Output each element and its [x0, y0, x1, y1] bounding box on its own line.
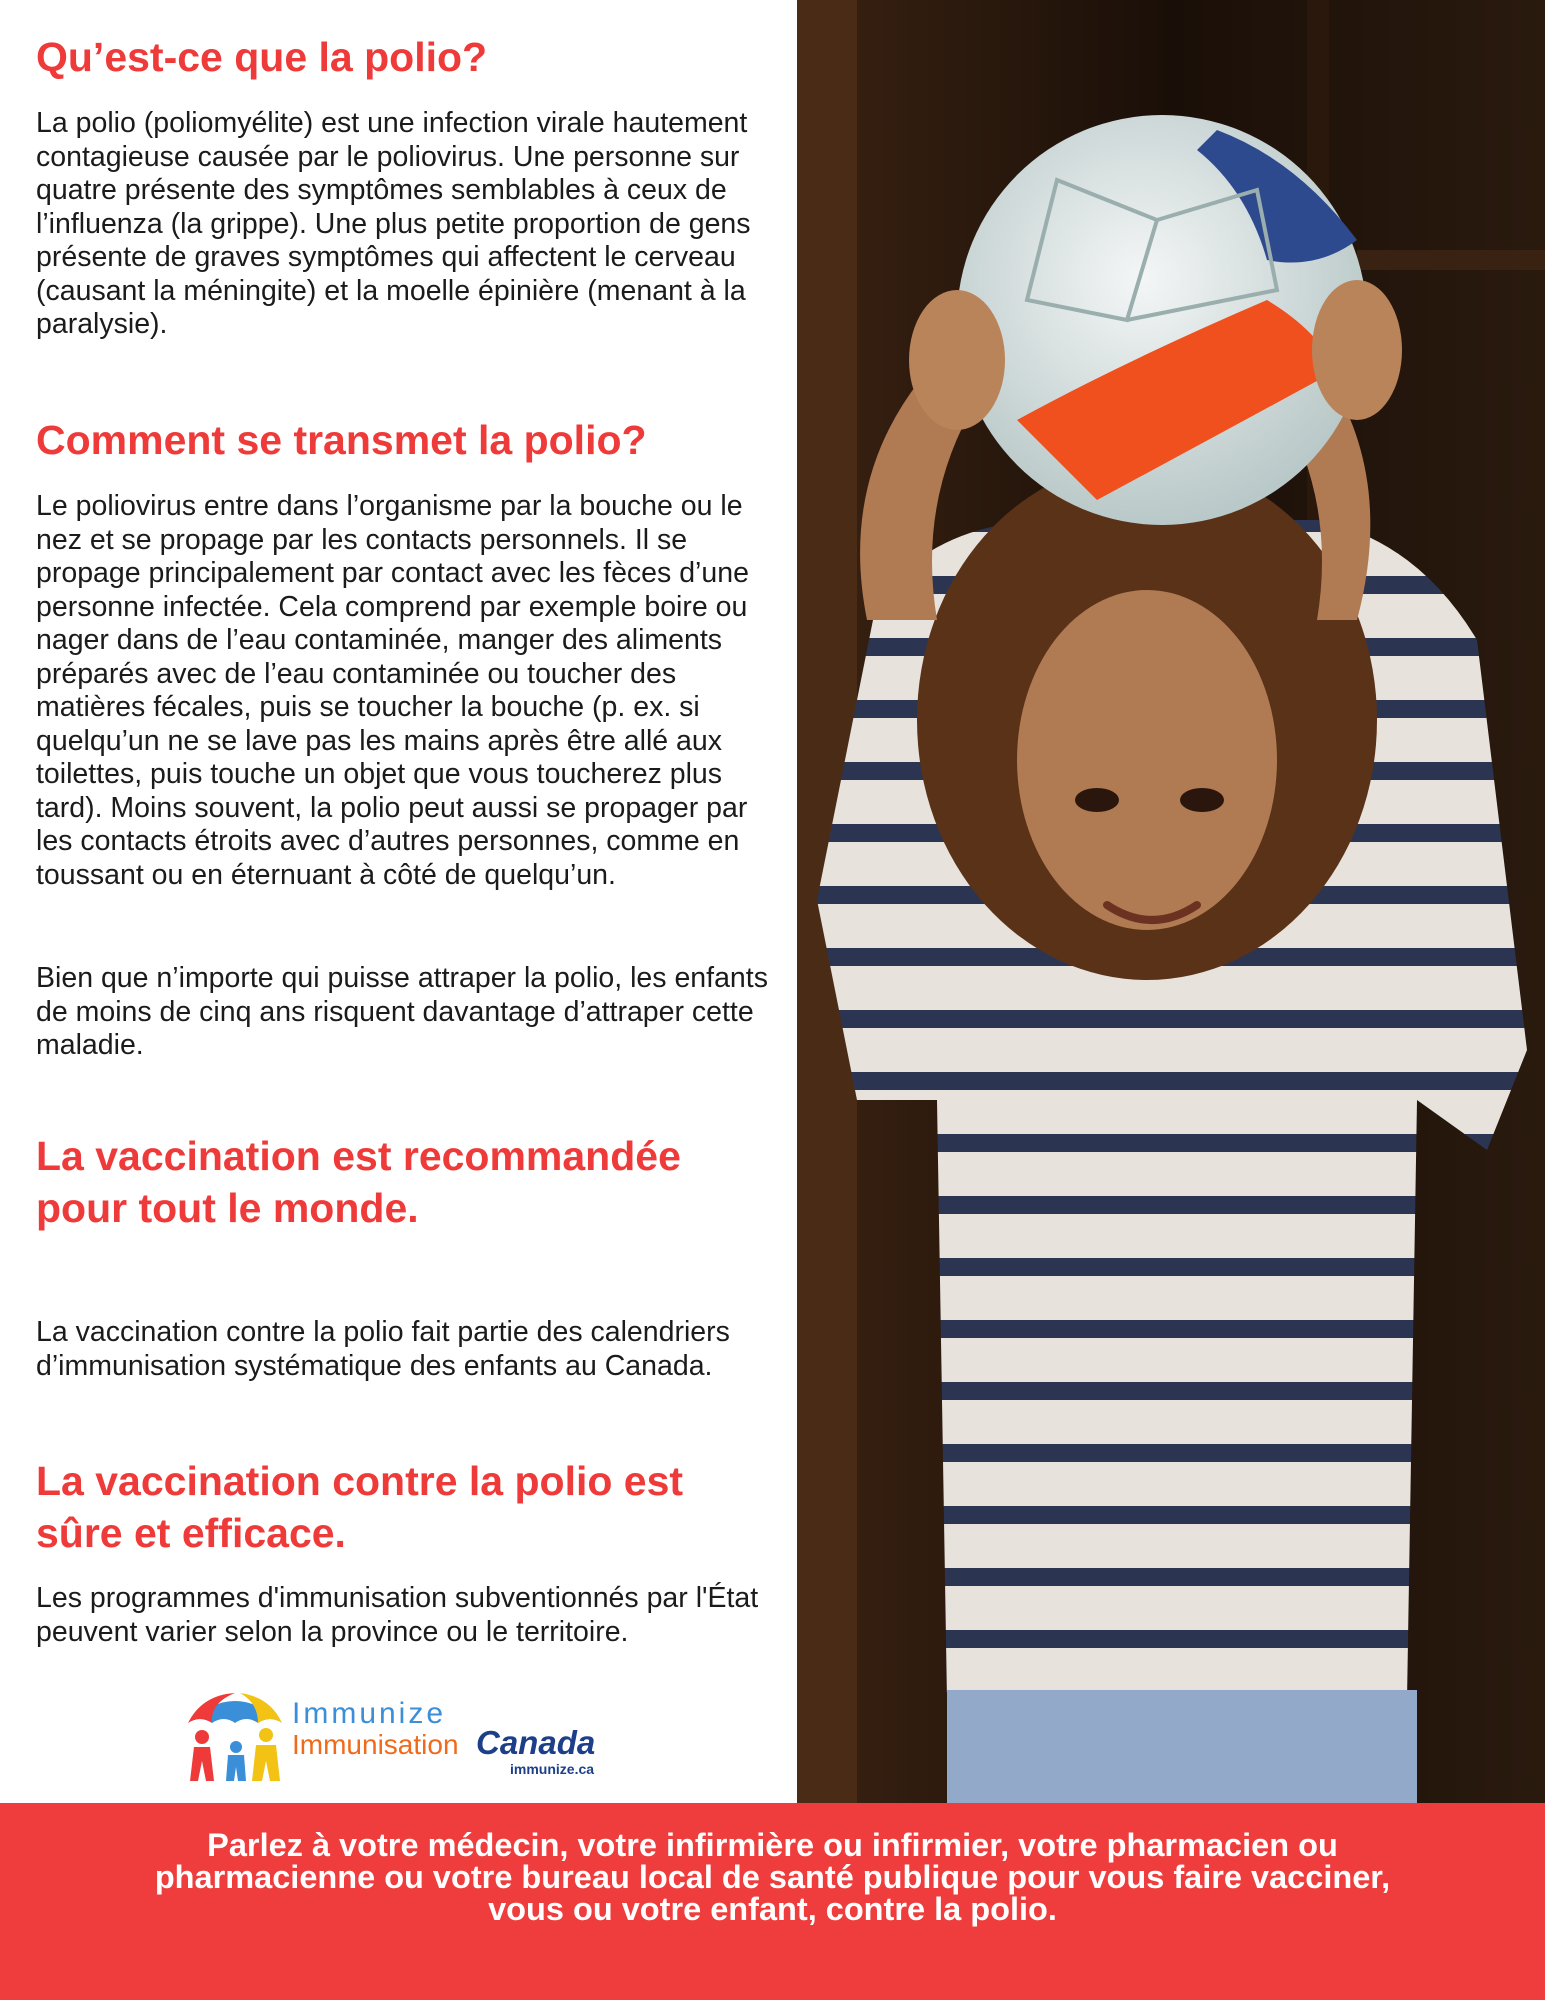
footer-call-to-action — [0, 1803, 1545, 2000]
section-paragraph-funding: Les programmes d'immunisation subventionnés par l'État peuvent varier selon la province ou le territoire. — [36, 1582, 759, 1648]
section-paragraph-vaccination-recommended: La vaccination contre la polio fait partie des calendriers d’immunisation systématique des enfants au Canada. — [36, 1316, 730, 1382]
text-column — [0, 0, 797, 1803]
section-heading-transmission: Comment se transmet la polio? — [36, 417, 647, 463]
logo-word-immunisation: Immunisation — [292, 1729, 459, 1760]
section-heading-vaccination-safe: La vaccination contre la polio est sûre et efficace. — [36, 1458, 684, 1556]
footer-text: Parlez à votre médecin, votre infirmière ou infirmier, votre pharmacien ou pharmacienne ou votre bureau local de santé publique pour vous faire vacciner, vous ou votre enfant, contre la polio. — [154, 1827, 1391, 1927]
section-heading-what-is-polio: Qu’est-ce que la polio? — [36, 34, 488, 80]
logo-word-canada: Canada — [476, 1724, 596, 1761]
logo-url: immunize.ca — [510, 1761, 595, 1777]
umbrella-family-icon — [180, 1685, 290, 1785]
logo-word-immunize: Immunize — [292, 1697, 447, 1730]
immunize-canada-logo — [180, 1685, 610, 1785]
child-with-ball-photo — [797, 0, 1545, 1803]
section-paragraph-transmission: Le poliovirus entre dans l’organisme par la bouche ou le nez et se propage par les contacts personnels. Il se propage principalement par contact avec les fèces d’une personne infectée. Cela comprend par exemple boire ou nager dans de l’eau contaminée, manger des aliments préparés avec de l’eau contaminée ou toucher des matières fécales, puis se toucher la bouche (p. ex. si quelqu’un ne se lave pas les mains après être allé aux toilettes, puis touche un objet que vous toucherez plus tard). Moins souvent, la polio peut aussi se propager par les contacts étroits avec d’autres personnes, comme en toussant ou en éternuant à côté de quelqu’un. — [36, 490, 749, 891]
section-paragraph-what-is-polio: La polio (poliomyélite) est une infection virale hautement contagieuse causée par le poliovirus. Une personne sur quatre présente des symptômes semblables à ceux de l’influenza (la grippe). Une plus petite proportion de gens présente de graves symptômes qui affectent le cerveau (causant la méningite) et la moelle épinière (menant à la paralysie). — [36, 107, 751, 340]
section-heading-vaccination-recommended: La vaccination est recommandée pour tout le monde. — [36, 1133, 681, 1231]
section-paragraph-risk-children: Bien que n’importe qui puisse attraper la polio, les enfants de moins de cinq ans risquent davantage d’attraper cette maladie. — [36, 962, 768, 1061]
